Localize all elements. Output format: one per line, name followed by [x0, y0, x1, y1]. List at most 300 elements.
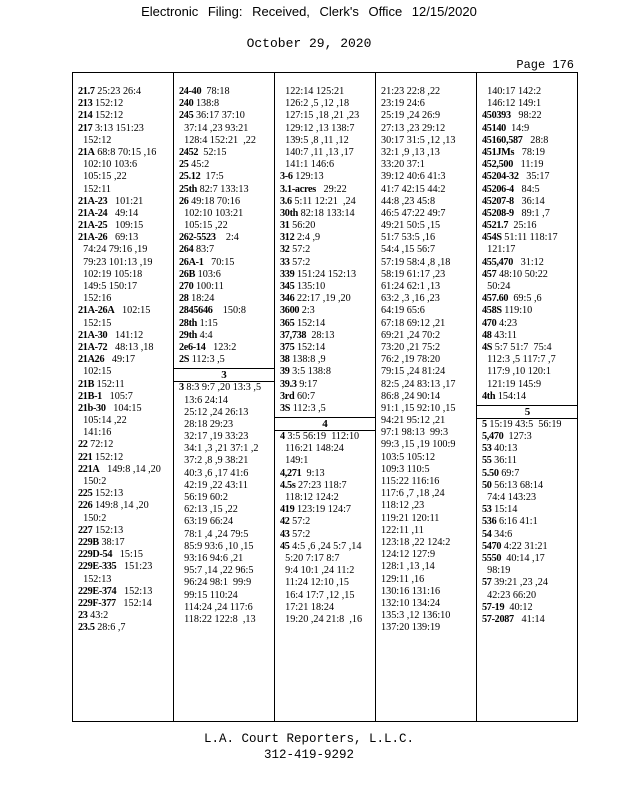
index-references: 152:14: [294, 341, 326, 353]
index-term: 312: [280, 232, 295, 244]
index-references: 40:12: [504, 601, 533, 613]
index-term: 21A-72: [78, 341, 108, 353]
index-entry: [381, 403, 476, 415]
index-entry: [381, 147, 476, 159]
index-entry: [179, 553, 274, 565]
index-entry: [482, 293, 578, 305]
index-references: 57:2: [289, 244, 311, 256]
index-entry: [482, 135, 578, 147]
index-references: 152:11: [78, 183, 112, 195]
index-entry: [482, 516, 578, 528]
index-term: 21.7: [78, 86, 95, 97]
index-references: 152:12: [92, 98, 124, 110]
index-references: 84:5: [513, 183, 540, 195]
index-entry: [381, 391, 476, 403]
index-entry: [381, 110, 476, 122]
index-column-4: [376, 73, 477, 721]
index-term: 23.5: [78, 622, 95, 634]
index-entry: [179, 443, 274, 455]
index-references: 36:17 37:10: [193, 110, 245, 122]
index-entry: [280, 318, 375, 330]
index-entry: [482, 541, 578, 553]
index-term: 38: [280, 354, 290, 366]
index-references: 29:22: [315, 183, 347, 195]
index-references: 49:18 70:16: [188, 195, 241, 207]
index-references: 105:14 ,22: [78, 415, 127, 427]
index-entry: [482, 419, 578, 431]
index-entry: [280, 614, 375, 626]
index-references: 82:5 ,24 83:13 ,17: [381, 378, 456, 390]
index-term: 229E-335: [78, 561, 117, 573]
index-entry: [179, 330, 274, 342]
index-references: 152:13: [92, 488, 124, 500]
index-entry: [381, 415, 476, 427]
index-entry: [179, 244, 274, 256]
index-references: 37:2 ,8 ,9 38:21: [179, 455, 249, 467]
index-term: 226: [78, 500, 93, 512]
index-entry: [78, 184, 173, 196]
index-entry: [482, 480, 578, 492]
index-entry: [179, 281, 274, 293]
index-term: 45206-4: [482, 183, 514, 195]
index-entry: [78, 598, 173, 610]
index-references: 121:17: [482, 244, 516, 256]
index-term: 21b-30: [78, 402, 106, 414]
index-entry: [78, 123, 173, 135]
index-term: 270: [179, 281, 194, 292]
index-term: 4521.7: [482, 220, 509, 232]
index-references: 102:15: [78, 366, 112, 378]
index-entry: [78, 513, 173, 525]
index-references: 152:14: [115, 597, 152, 609]
index-entry: [179, 419, 274, 431]
index-references: 15:14: [491, 504, 518, 516]
index-entry: [78, 281, 173, 293]
index-term: 217: [78, 122, 93, 134]
index-term: 57: [482, 577, 492, 589]
index-entry: [280, 403, 375, 415]
index-term: 21B-1: [78, 390, 102, 402]
index-references: 51:11 118:17: [501, 232, 558, 244]
index-references: 57:2: [289, 516, 311, 528]
index-term: 30th: [280, 207, 299, 219]
index-entry: [78, 147, 173, 159]
index-references: 42:19 ,22 43:11: [179, 479, 248, 491]
index-entry: [280, 480, 375, 492]
index-entry: [381, 610, 476, 622]
index-references: 31:12: [513, 256, 544, 268]
index-entry: [482, 443, 578, 455]
index-references: 105:15 ,22: [78, 171, 127, 183]
index-references: 49:21 50:5 ,15: [381, 220, 441, 232]
index-entry: [381, 439, 476, 451]
index-references: 68:8 70:15 ,16: [94, 146, 157, 158]
index-term: 2845646: [179, 305, 213, 317]
index-entry: [482, 590, 578, 602]
index-entry: [381, 86, 476, 98]
index-references: 152:13: [116, 585, 153, 597]
index-entry: [381, 232, 476, 244]
index-references: 152:13: [78, 573, 112, 585]
index-entry: [179, 123, 274, 135]
index-references: 79:15 ,24 81:24: [381, 366, 446, 378]
index-references: 57:2: [289, 256, 311, 268]
index-references: 28:8: [522, 134, 549, 146]
index-references: 102:10 103:6: [78, 159, 138, 171]
index-term: 3rd: [280, 390, 295, 402]
index-entry: [78, 391, 173, 403]
index-references: 45:2: [188, 159, 210, 171]
index-entry: [482, 110, 578, 122]
index-references: 4:5 ,6 ,24 5:7 ,14: [289, 540, 362, 552]
index-term: 22: [78, 439, 88, 451]
index-entry: [179, 257, 274, 269]
index-references: 25:12 ,24 26:13: [179, 406, 249, 418]
index-term: 3.1-acres: [280, 183, 316, 195]
index-entry: [381, 98, 476, 110]
filing-header: Electronic Filing: Received, Clerk's Office 12/15/2020: [141, 4, 477, 19]
index-entry: [482, 98, 578, 110]
index-entry: [381, 537, 476, 549]
index-references: 69:13: [107, 232, 139, 244]
index-term: 29th: [179, 329, 198, 341]
index-entry: [78, 220, 173, 232]
index-references: 118:22 122:8 ,13: [179, 613, 256, 625]
index-references: 140:7 ,11 ,13 ,17: [280, 146, 354, 158]
index-references: 152:16: [78, 293, 112, 305]
index-entry: [78, 574, 173, 586]
index-references: 140:17 142:2: [482, 86, 542, 97]
word-index-box: [72, 72, 578, 722]
index-references: 69:7: [498, 467, 520, 479]
index-entry: [381, 135, 476, 147]
index-entry: [78, 427, 173, 439]
index-entry: [482, 184, 578, 196]
index-references: 132:10 134:24: [381, 597, 441, 609]
index-references: 17:21 18:24: [280, 601, 335, 613]
index-term: 3600: [280, 305, 300, 317]
index-references: 46:5 47:22 49:7: [381, 207, 446, 219]
index-references: 51:7 53:5 ,16: [381, 232, 436, 244]
index-entry: [179, 110, 274, 122]
index-references: 78:19: [514, 146, 546, 158]
index-references: 135:10: [294, 281, 326, 292]
index-term: 42: [280, 516, 290, 528]
index-entry: [381, 452, 476, 464]
index-entry: [482, 529, 578, 541]
index-references: 54:4 ,15 56:7: [381, 244, 436, 256]
index-references: 63:19 66:24: [179, 516, 234, 528]
index-references: 28:6 ,7: [94, 622, 126, 634]
index-references: 121:19 145:9: [482, 378, 542, 390]
index-term: 21A-24: [78, 207, 108, 219]
index-references: 1:15: [197, 317, 218, 329]
index-references: 4:22 31:21: [501, 540, 548, 552]
index-entry: [482, 196, 578, 208]
index-references: 102:15: [114, 305, 151, 317]
index-references: 60:7: [294, 390, 316, 402]
index-references: 8:3 9:7 ,20 13:3 ,5: [183, 382, 262, 394]
index-column-2: [174, 73, 275, 721]
index-entry: [280, 602, 375, 614]
index-entry: [78, 500, 173, 512]
index-term: 3S: [280, 402, 291, 414]
index-term: 213: [78, 98, 93, 110]
index-entry: [280, 590, 375, 602]
index-term: 3: [179, 382, 184, 394]
index-entry: [179, 529, 274, 541]
index-references: 69:21 ,24 70:2: [381, 329, 441, 341]
index-entry: [482, 220, 578, 232]
index-references: 62:13 ,15 ,22: [179, 504, 238, 516]
index-references: 74:4 143:23: [482, 492, 537, 503]
index-references: 99:3 ,15 ,19 100:9: [381, 439, 456, 451]
index-references: 152:12: [92, 451, 124, 463]
index-term: 419: [280, 504, 295, 516]
index-references: 56:19 60:2: [179, 492, 228, 503]
index-references: 141:16: [78, 427, 112, 439]
index-term: 4.5s: [280, 479, 296, 491]
section-letter: 4: [275, 417, 375, 431]
index-term: 31: [280, 220, 290, 232]
index-references: 76:2 ,19 78:20: [381, 354, 441, 366]
index-term: 39: [280, 366, 290, 378]
index-entry: [78, 379, 173, 391]
index-entry: [381, 293, 476, 305]
index-entry: [482, 171, 578, 183]
reporter-company: L.A. Court Reporters, L.L.C.: [203, 732, 415, 746]
index-entry: [179, 577, 274, 589]
index-references: 30:17 31:5 ,12 ,13: [381, 134, 456, 146]
index-references: 40:14 ,17: [501, 552, 545, 564]
index-entry: [280, 208, 375, 220]
index-references: 141:12: [107, 329, 144, 341]
index-references: 14:9: [505, 122, 530, 134]
index-entry: [179, 147, 274, 159]
index-references: 102:19 105:18: [78, 268, 143, 280]
index-entry: [381, 525, 476, 537]
index-term: 454S: [482, 232, 502, 244]
index-entry: [78, 622, 173, 634]
index-term: 26A-1: [179, 256, 204, 268]
index-entry: [381, 513, 476, 525]
index-term: 33: [280, 256, 290, 268]
index-entry: [280, 541, 375, 553]
index-entry: [179, 269, 274, 281]
index-references: 9:13: [301, 467, 325, 479]
index-entry: [280, 366, 375, 378]
index-entry: [280, 468, 375, 480]
index-entry: [482, 305, 578, 317]
index-entry: [179, 492, 274, 504]
index-term: 240: [179, 98, 194, 110]
index-references: 41:14: [513, 613, 545, 625]
index-entry: [179, 602, 274, 614]
index-entry: [482, 269, 578, 281]
index-references: 25:16: [508, 220, 537, 232]
index-term: 45: [280, 540, 290, 552]
index-references: 152:12: [78, 134, 112, 146]
index-entry: [78, 610, 173, 622]
index-entry: [179, 455, 274, 467]
index-references: 33:20 37:1: [381, 159, 425, 171]
index-entry: [179, 98, 274, 110]
index-entry: [179, 504, 274, 516]
index-entry: [179, 431, 274, 443]
index-term: 3.6: [280, 195, 292, 207]
index-entry: [381, 171, 476, 183]
index-term: 221: [78, 451, 93, 463]
index-entry: [78, 196, 173, 208]
index-references: 3:5 138:8: [289, 366, 331, 378]
index-term: 21A26: [78, 354, 105, 366]
index-entry: [179, 293, 274, 305]
index-entry: [78, 269, 173, 281]
index-references: 97:1 98:13 99:3: [381, 427, 449, 439]
index-entry: [179, 135, 274, 147]
index-term: 55: [482, 455, 492, 467]
index-entry: [381, 159, 476, 171]
index-entry: [179, 232, 274, 244]
index-entry: [179, 565, 274, 577]
index-references: 38:17: [98, 536, 125, 548]
index-entry: [179, 86, 274, 98]
section-letter: 3: [174, 368, 274, 382]
index-entry: [381, 354, 476, 366]
index-references: 127:15 ,18 ,21 ,23: [280, 110, 360, 122]
index-term: 458S: [482, 305, 502, 317]
index-references: 5:20 7:17 8:7: [280, 552, 340, 564]
index-references: 150:8: [212, 305, 246, 317]
index-references: 35:17: [518, 171, 550, 183]
index-references: 112:3 ,5 117:7 ,7: [482, 354, 556, 366]
index-references: 86:8 ,24 90:14: [381, 390, 441, 402]
index-term: 28th: [179, 317, 198, 329]
index-entry: [482, 455, 578, 467]
index-entry: [381, 269, 476, 281]
index-entry: [381, 622, 476, 634]
index-term: 21B: [78, 378, 95, 390]
index-term: 48: [482, 329, 492, 341]
index-term: 50: [482, 479, 492, 491]
index-references: 34:1 ,3 ,21 37:1 ,2: [179, 443, 259, 455]
index-references: 129:11 ,16: [381, 573, 425, 585]
index-term: 45140: [482, 122, 506, 134]
index-references: 100:11: [193, 281, 224, 292]
index-entry: [78, 330, 173, 342]
index-term: 227: [78, 524, 93, 536]
index-term: 5470: [482, 540, 502, 552]
index-references: 36:14: [513, 195, 545, 207]
index-references: 149:8 ,14 ,20: [99, 463, 161, 475]
index-column-1: [73, 73, 174, 721]
index-entry: [78, 110, 173, 122]
index-term: 262-5523: [179, 232, 216, 244]
index-entry: [482, 565, 578, 577]
index-references: 16:4 17:7 ,12 ,15: [280, 589, 355, 601]
index-entry: [78, 488, 173, 500]
index-references: 56:20: [289, 220, 316, 232]
index-entry: [179, 220, 274, 232]
index-references: 128:1 ,13 ,14: [381, 561, 435, 573]
index-entry: [78, 403, 173, 415]
index-entry: [280, 244, 375, 256]
index-term: 45204-32: [482, 171, 519, 183]
index-references: 83:7: [193, 244, 215, 256]
index-entry: [482, 281, 578, 293]
index-entry: [78, 171, 173, 183]
index-references: 3:5 56:19 112:10: [284, 431, 360, 443]
index-entry: [381, 281, 476, 293]
index-references: 123:2: [205, 341, 237, 353]
index-entry: [381, 342, 476, 354]
index-term: 2452: [179, 146, 199, 158]
index-references: 122:14 125:21: [280, 86, 345, 97]
index-term: 4th: [482, 390, 496, 402]
index-references: 138:8 ,9: [289, 354, 326, 366]
index-term: 28: [179, 293, 189, 305]
index-entry: [179, 184, 274, 196]
index-entry: [78, 549, 173, 561]
index-term: 225: [78, 488, 93, 500]
index-entry: [280, 455, 375, 467]
index-entry: [280, 577, 375, 589]
index-references: 105:15 ,22: [179, 220, 228, 232]
index-references: 146:12 149:1: [482, 98, 542, 110]
index-column-5: [477, 73, 578, 721]
index-term: 21A-26A: [78, 305, 115, 317]
index-term: 229D-54: [78, 549, 113, 561]
index-references: 102:10 103:21: [179, 207, 244, 219]
index-references: 149:8 ,14 ,20: [92, 500, 149, 512]
index-references: 115:22 116:16: [381, 476, 440, 487]
index-references: 44:8 ,23 45:8: [381, 195, 436, 207]
index-entry: [381, 330, 476, 342]
index-entry: [179, 541, 274, 553]
index-entry: [482, 614, 578, 626]
index-term: 45208-9: [482, 207, 514, 219]
index-entry: [381, 574, 476, 586]
index-term: 536: [482, 516, 497, 528]
index-entry: [381, 561, 476, 573]
index-entry: [381, 208, 476, 220]
index-entry: [381, 184, 476, 196]
index-entry: [280, 354, 375, 366]
index-entry: [179, 342, 274, 354]
index-references: 78:1 ,4 ,24 79:5: [179, 528, 249, 540]
index-references: 37:14 ,23 93:21: [179, 122, 249, 134]
index-term: 2S: [179, 354, 190, 366]
index-references: 112:3 ,5: [189, 354, 225, 366]
index-term: 345: [280, 281, 295, 292]
index-term: 2e6-14: [179, 341, 206, 353]
index-entry: [78, 232, 173, 244]
index-term: 457.60: [482, 293, 509, 305]
index-references: 126:2 ,5 ,12 ,18: [280, 98, 350, 110]
index-entry: [280, 184, 375, 196]
index-references: 5:11 12:21 ,24: [291, 195, 356, 207]
index-term: 5,470: [482, 431, 504, 443]
index-references: 85:9 93:6 ,10 ,15: [179, 540, 254, 552]
index-entry: [78, 439, 173, 451]
index-term: 450393: [482, 110, 511, 122]
index-references: 116:21 148:24: [280, 443, 344, 455]
index-entry: [482, 602, 578, 614]
index-term: 21A: [78, 146, 95, 158]
index-references: 119:10: [501, 305, 533, 317]
index-term: 39.3: [280, 378, 297, 390]
index-entry: [482, 318, 578, 330]
